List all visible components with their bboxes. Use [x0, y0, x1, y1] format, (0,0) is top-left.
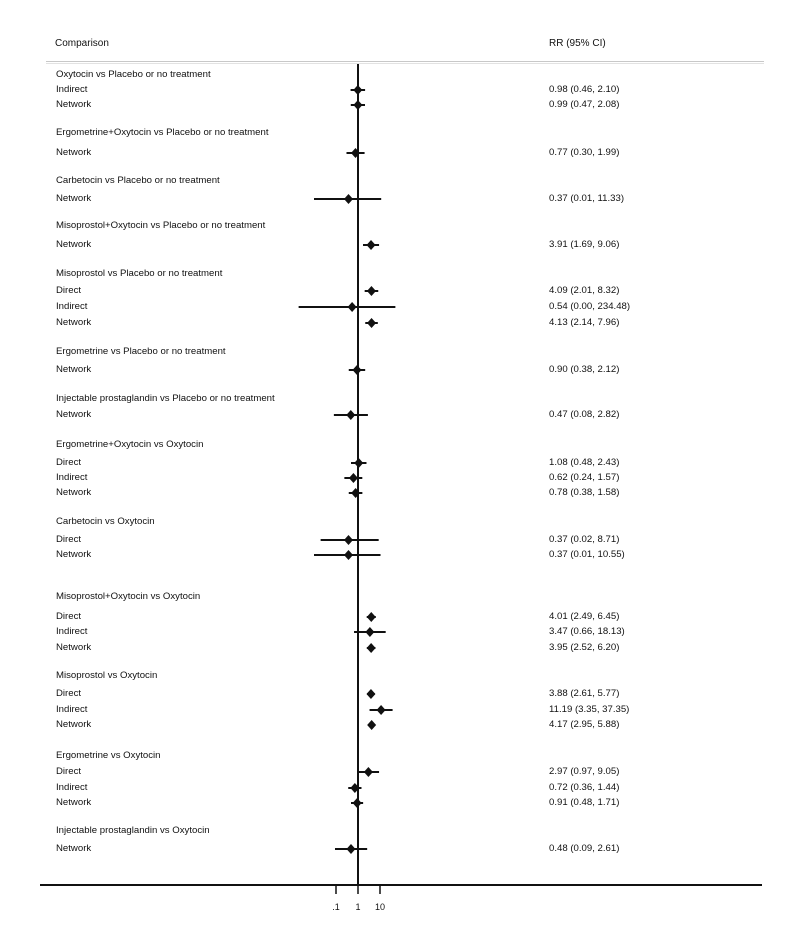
row-estimate: 3.95 (2.52, 6.20) — [549, 642, 620, 653]
group-title: Injectable prostaglandin vs Oxytocin — [56, 825, 210, 836]
row-label: Direct — [56, 766, 82, 777]
point-estimate — [344, 535, 353, 545]
group-title: Misoprostol vs Oxytocin — [56, 670, 158, 681]
row-label: Indirect — [56, 626, 88, 637]
row-estimate: 0.47 (0.08, 2.82) — [549, 409, 620, 420]
row-estimate: 0.62 (0.24, 1.57) — [549, 472, 620, 483]
group-title: Injectable prostaglandin vs Placebo or no treatment — [56, 393, 275, 404]
row-label: Network — [56, 147, 92, 158]
comparison-header: Comparison — [55, 38, 109, 49]
row-estimate: 0.72 (0.36, 1.44) — [549, 782, 620, 793]
point-estimate — [348, 302, 357, 312]
row-estimate: 1.08 (0.48, 2.43) — [549, 457, 620, 468]
x-tick-label: .1 — [332, 902, 340, 912]
row-label: Network — [56, 409, 92, 420]
row-estimate: 0.91 (0.48, 1.71) — [549, 797, 620, 808]
row-estimate: 2.97 (0.97, 9.05) — [549, 766, 620, 777]
row-label: Network — [56, 193, 92, 204]
point-estimate — [377, 705, 386, 715]
row-estimate: 3.91 (1.69, 9.06) — [549, 239, 620, 250]
group-title: Ergometrine vs Oxytocin — [56, 750, 161, 761]
point-estimate — [367, 643, 376, 653]
row-estimate: 0.90 (0.38, 2.12) — [549, 364, 620, 375]
group-title: Ergometrine vs Placebo or no treatment — [56, 346, 226, 357]
row-label: Network — [56, 843, 92, 854]
row-label: Network — [56, 239, 92, 250]
row-label: Network — [56, 719, 92, 730]
point-estimate — [367, 318, 376, 328]
row-estimate: 0.48 (0.09, 2.61) — [549, 843, 620, 854]
row-estimate: 11.19 (3.35, 37.35) — [549, 704, 630, 715]
row-estimate: 0.77 (0.30, 1.99) — [549, 147, 620, 158]
row-estimate: 0.37 (0.01, 11.33) — [549, 193, 625, 204]
row-estimate: 3.47 (0.66, 18.13) — [549, 626, 625, 637]
row-estimate: 0.37 (0.02, 8.71) — [549, 534, 620, 545]
row-label: Network — [56, 797, 92, 808]
group-title: Misoprostol+Oxytocin vs Placebo or no treatment — [56, 220, 266, 231]
row-label: Network — [56, 317, 92, 328]
group-title: Carbetocin vs Placebo or no treatment — [56, 175, 220, 186]
point-estimate — [346, 844, 355, 854]
point-estimate — [349, 473, 358, 483]
row-estimate: 4.13 (2.14, 7.96) — [549, 317, 620, 328]
row-label: Direct — [56, 611, 82, 622]
point-estimate — [344, 194, 353, 204]
row-label: Network — [56, 364, 92, 375]
row-label: Direct — [56, 534, 82, 545]
row-label: Network — [56, 99, 92, 110]
x-tick-label: 1 — [355, 902, 361, 912]
point-estimate — [367, 612, 376, 622]
point-estimate — [352, 365, 361, 375]
point-estimate — [367, 240, 376, 250]
point-estimate — [367, 720, 376, 730]
row-estimate: 0.98 (0.46, 2.10) — [549, 84, 620, 95]
row-estimate: 0.54 (0.00, 234.48) — [549, 301, 631, 312]
row-label: Network — [56, 487, 92, 498]
point-estimate — [367, 286, 376, 296]
row-estimate: 0.99 (0.47, 2.08) — [549, 99, 620, 110]
group-title: Ergometrine+Oxytocin vs Placebo or no treatment — [56, 127, 269, 138]
group-title: Oxytocin vs Placebo or no treatment — [56, 69, 211, 80]
row-estimate: 4.01 (2.49, 6.45) — [549, 611, 620, 622]
point-estimate — [353, 85, 362, 95]
row-estimate: 4.09 (2.01, 8.32) — [549, 285, 620, 296]
point-estimate — [353, 798, 362, 808]
row-estimate: 4.17 (2.95, 5.88) — [549, 719, 620, 730]
row-estimate: 0.37 (0.01, 10.55) — [549, 549, 625, 560]
point-estimate — [364, 767, 373, 777]
group-title: Misoprostol vs Placebo or no treatment — [56, 268, 223, 279]
row-label: Network — [56, 642, 92, 653]
x-tick-label: 10 — [374, 902, 385, 912]
point-estimate — [346, 410, 355, 420]
row-label: Indirect — [56, 782, 88, 793]
row-label: Indirect — [56, 84, 88, 95]
row-label: Indirect — [56, 472, 88, 483]
point-estimate — [354, 458, 363, 468]
group-title: Misoprostol+Oxytocin vs Oxytocin — [56, 591, 201, 602]
group-title: Ergometrine+Oxytocin vs Oxytocin — [56, 439, 204, 450]
row-label: Direct — [56, 457, 82, 468]
row-label: Indirect — [56, 301, 88, 312]
row-label: Indirect — [56, 704, 88, 715]
row-label: Network — [56, 549, 92, 560]
row-label: Direct — [56, 285, 82, 296]
row-estimate: 0.78 (0.38, 1.58) — [549, 487, 620, 498]
point-estimate — [365, 627, 374, 637]
estimate-header: RR (95% CI) — [549, 38, 606, 49]
group-title: Carbetocin vs Oxytocin — [56, 516, 155, 527]
row-estimate: 3.88 (2.61, 5.77) — [549, 688, 620, 699]
row-label: Direct — [56, 688, 82, 699]
point-estimate — [353, 100, 362, 110]
point-estimate — [344, 550, 353, 560]
point-estimate — [366, 689, 375, 699]
